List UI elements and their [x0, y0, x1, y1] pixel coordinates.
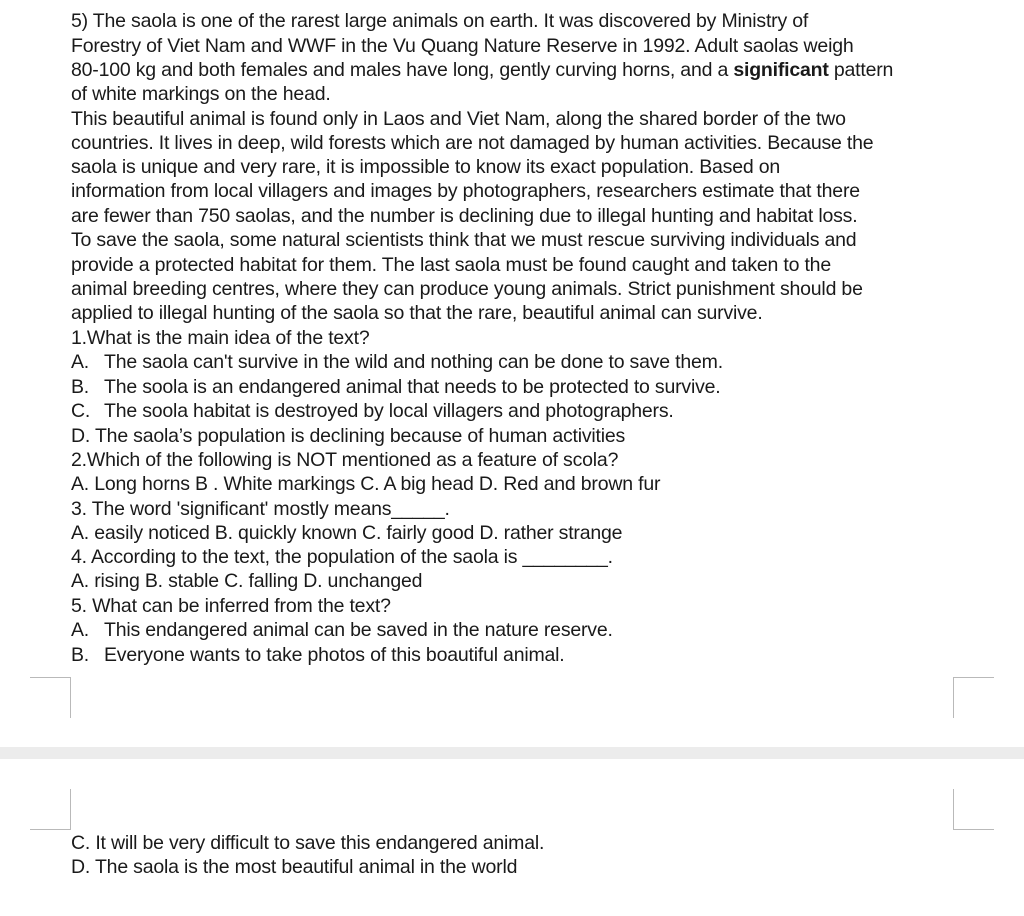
passage-line-tail: pattern: [828, 59, 894, 81]
passage-line: [71, 58, 893, 82]
q4-options: A. rising B. stable C. falling D. unchanged: [71, 570, 423, 592]
question-1: 1.What is the main idea of the text?: [71, 327, 370, 349]
document-page-2: [0, 759, 1024, 916]
passage-line: 5) The saola is one of the rarest large animals on earth. It was discovered by Ministry of: [71, 10, 809, 32]
passage-line-start: 80-100 kg and both females and males have long, gently curving horns, and a: [71, 59, 734, 81]
option-text: The soola habitat is destroyed by local villagers and photographers.: [104, 400, 674, 422]
bold-word-significant: significant: [733, 59, 829, 81]
option-label: A.: [71, 351, 90, 373]
crop-mark-bottom-right: [953, 677, 994, 718]
question-2: 2.Which of the following is NOT mentioned as a feature of scola?: [71, 449, 619, 471]
passage-line: applied to illegal hunting of the saola so that the rare, beautiful animal can survive.: [71, 302, 763, 324]
passage-line: countries. It lives in deep, wild forests which are not damaged by human activities. Because the: [71, 132, 874, 154]
q1-option-c: [71, 399, 674, 423]
option-label: B.: [71, 644, 90, 666]
q1-option-b: [71, 375, 721, 399]
passage-line: provide a protected habitat for them. The last saola must be found caught and taken to the: [71, 254, 831, 276]
passage-line: are fewer than 750 saolas, and the number is declining due to illegal hunting and habitat loss.: [71, 205, 858, 227]
q5-option-d: D. The saola is the most beautiful animal in the world: [71, 856, 518, 878]
option-text: The saola can't survive in the wild and nothing can be done to save them.: [104, 351, 723, 373]
q1-option-d: D. The saola’s population is declining because of human activities: [71, 425, 626, 447]
option-label: C.: [71, 400, 91, 422]
question-5: 5. What can be inferred from the text?: [71, 595, 391, 617]
passage-line: To save the saola, some natural scientists think that we must rescue surviving individuals and: [71, 229, 857, 251]
passage-line: information from local villagers and images by photographers, researchers estimate that there: [71, 180, 860, 202]
passage-line: Forestry of Viet Nam and WWF in the Vu Quang Nature Reserve in 1992. Adult saolas weigh: [71, 35, 854, 57]
q2-options: A. Long horns B . White markings C. A big head D. Red and brown fur: [71, 473, 661, 495]
crop-mark-bottom-left: [30, 677, 71, 718]
option-text: This endangered animal can be saved in the nature reserve.: [104, 619, 613, 641]
question-4: 4. According to the text, the population of the saola is ________.: [71, 546, 613, 568]
passage-line: This beautiful animal is found only in Laos and Viet Nam, along the shared border of the two: [71, 108, 846, 130]
passage-line: animal breeding centres, where they can produce young animals. Strict punishment should be: [71, 278, 863, 300]
q1-option-a: [71, 350, 723, 374]
q5-option-b: [71, 643, 565, 667]
option-label: A.: [71, 619, 90, 641]
question-3: 3. The word 'significant' mostly means_____.: [71, 498, 450, 520]
option-text: Everyone wants to take photos of this boautiful animal.: [104, 644, 565, 666]
q3-options: A. easily noticed B. quickly known C. fairly good D. rather strange: [71, 522, 623, 544]
passage-line: saola is unique and very rare, it is impossible to know its exact population. Based on: [71, 156, 781, 178]
crop-mark-top-right: [953, 789, 994, 830]
q5-option-c: C. It will be very difficult to save this endangered animal.: [71, 832, 545, 854]
page-gap: [0, 747, 1024, 759]
crop-mark-top-left: [30, 789, 71, 830]
option-text: The soola is an endangered animal that needs to be protected to survive.: [104, 376, 721, 398]
passage-line: of white markings on the head.: [71, 83, 331, 105]
option-label: B.: [71, 376, 90, 398]
q5-option-a: [71, 618, 613, 642]
